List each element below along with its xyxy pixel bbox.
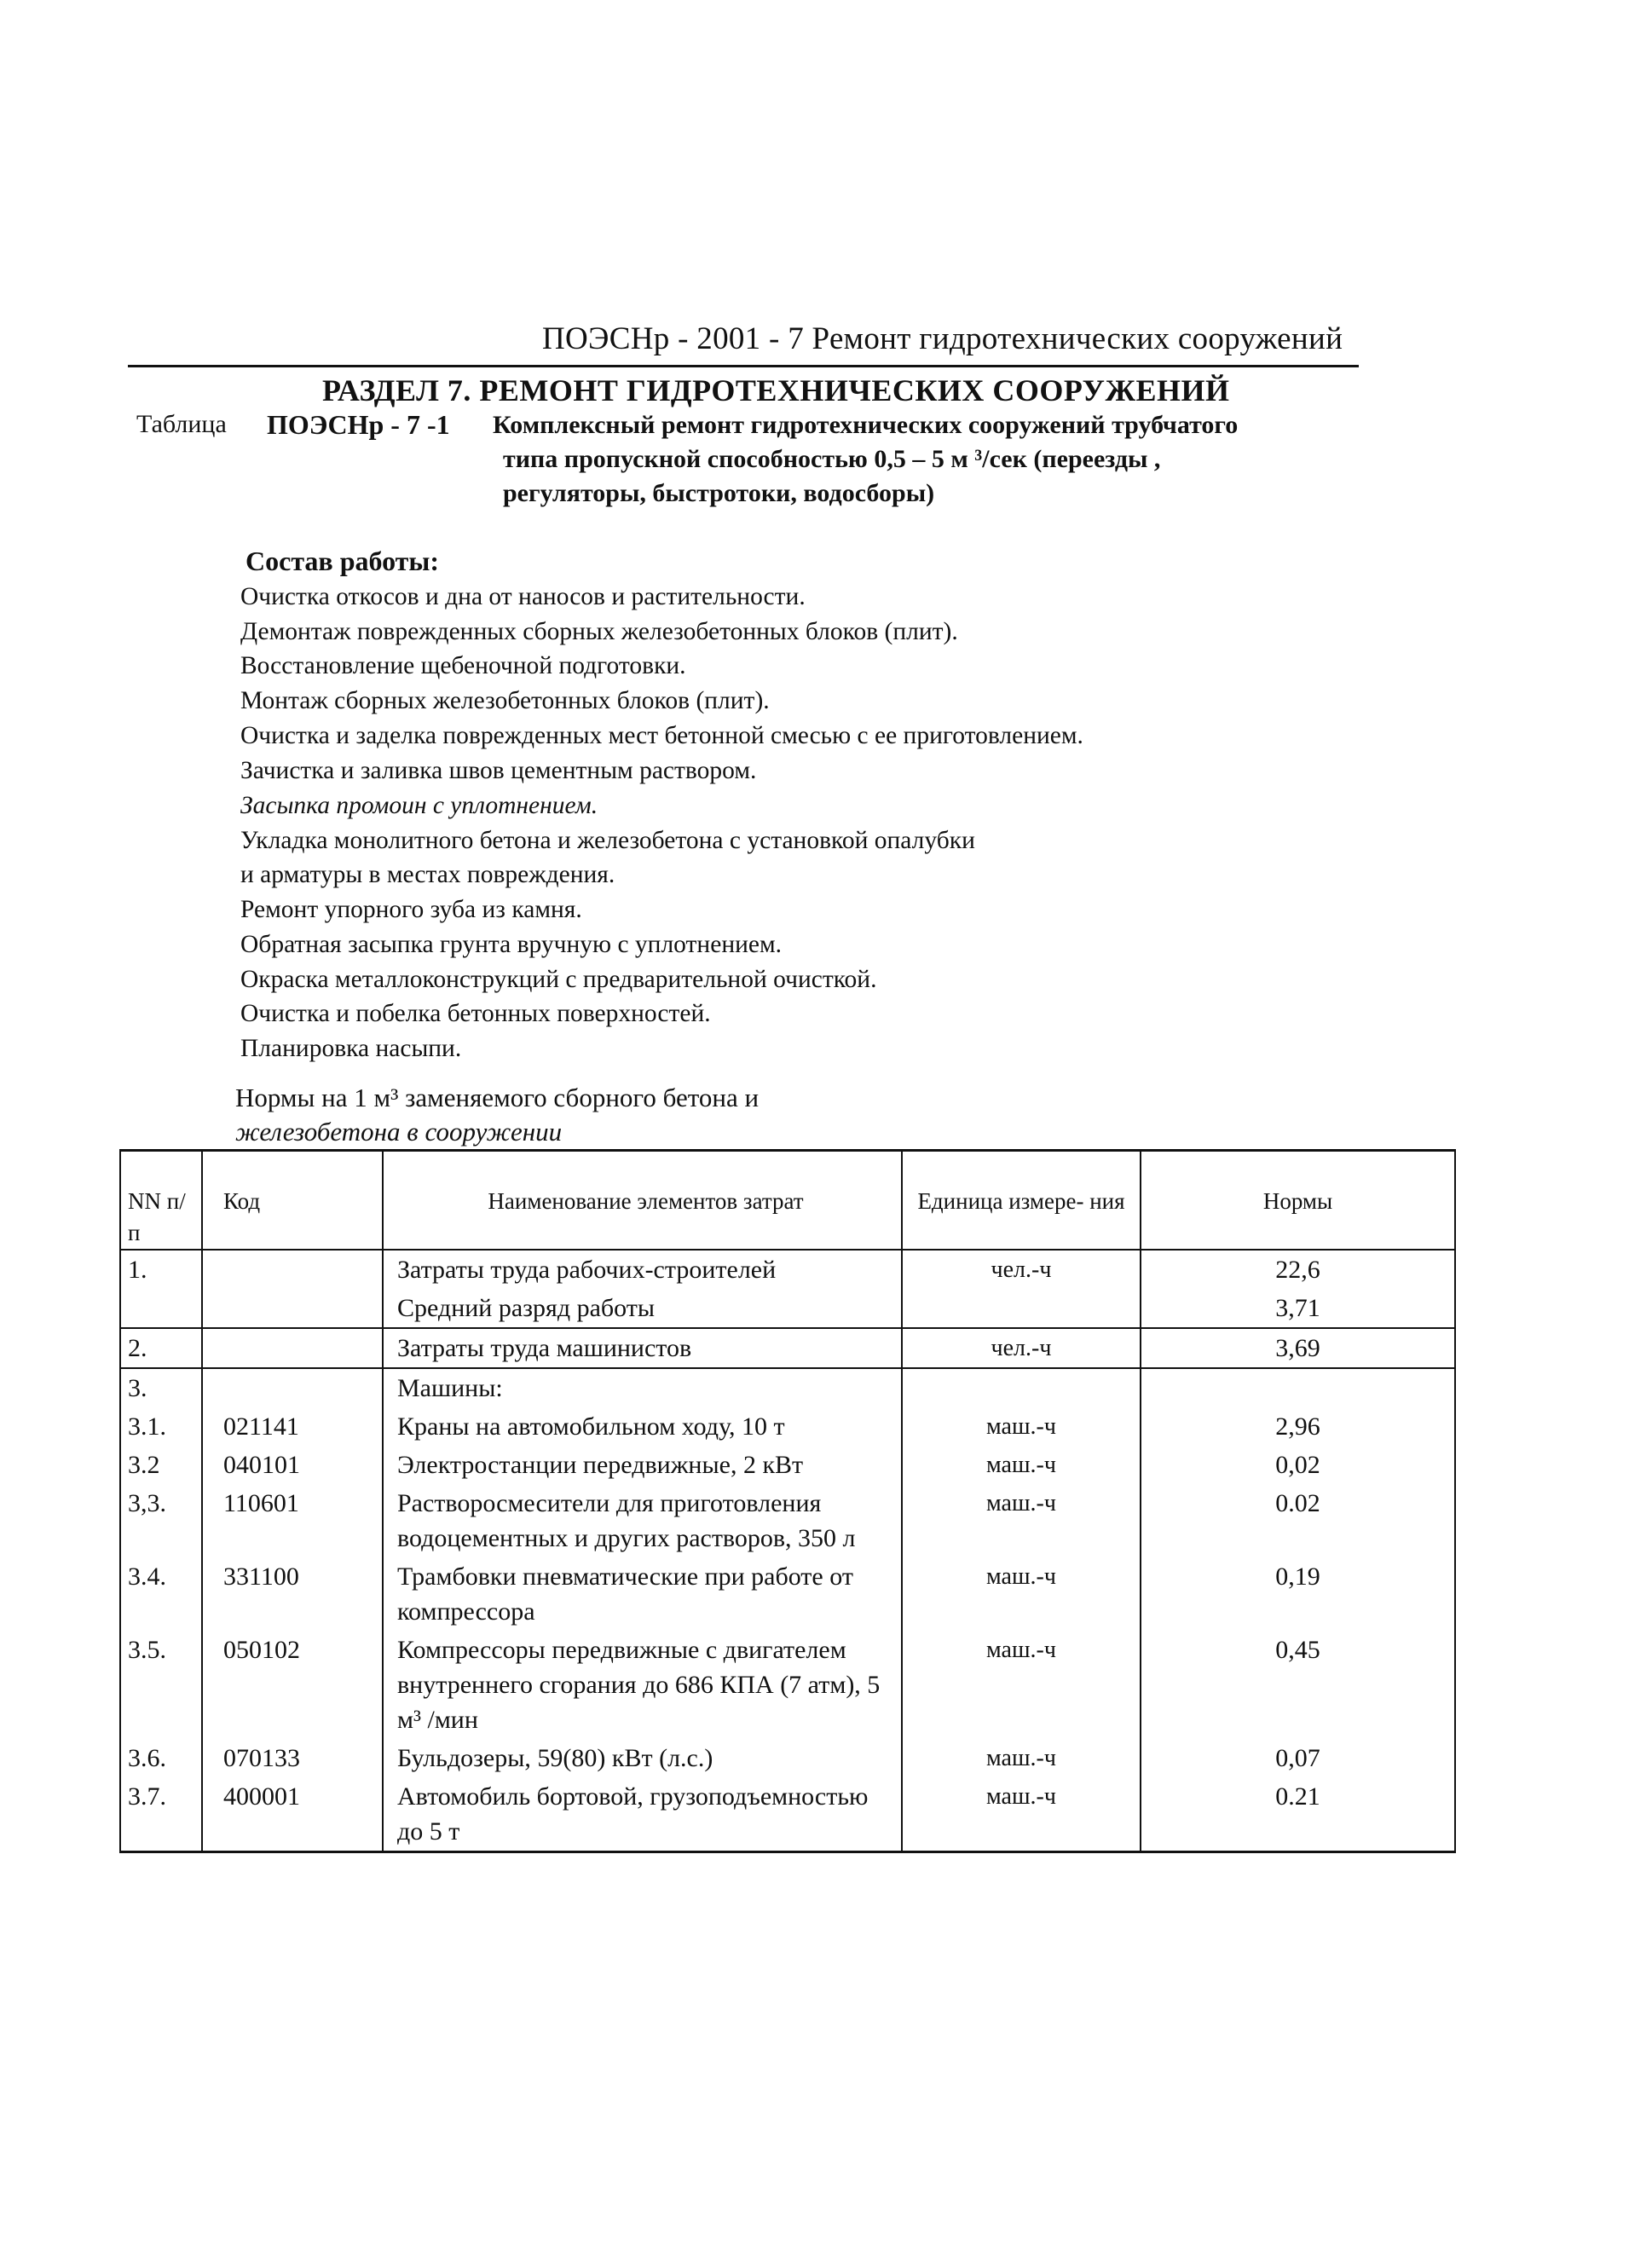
row-code bbox=[202, 1289, 383, 1328]
row-norm: 0.21 bbox=[1141, 1777, 1455, 1852]
table-title-line: Комплексный ремонт гидротехнических сооружений трубчатого bbox=[493, 411, 1239, 439]
row-num bbox=[120, 1289, 202, 1328]
table-row bbox=[120, 1368, 1455, 1407]
work-item: Очистка и побелка бетонных поверхностей. bbox=[240, 1000, 711, 1027]
row-num: 3,3. bbox=[120, 1484, 202, 1557]
work-item: Укладка монолитного бетона и железобетона с установкой опалубки bbox=[240, 827, 975, 854]
row-norm: 2,96 bbox=[1141, 1407, 1455, 1446]
header-name: Наименование элементов затрат bbox=[383, 1151, 902, 1251]
row-num: 3. bbox=[120, 1368, 202, 1407]
composition-heading: Состав работы: bbox=[245, 546, 440, 576]
norms-caption: железобетона в сооружении bbox=[235, 1117, 563, 1147]
row-code: 021141 bbox=[202, 1407, 383, 1446]
table-row bbox=[120, 1484, 1455, 1557]
header-unit: Единица измере- ния bbox=[902, 1151, 1141, 1251]
row-code: 050102 bbox=[202, 1631, 383, 1739]
row-code: 110601 bbox=[202, 1484, 383, 1557]
row-norm bbox=[1141, 1368, 1455, 1407]
row-norm: 0,02 bbox=[1141, 1446, 1455, 1484]
row-norm: 0.02 bbox=[1141, 1484, 1455, 1557]
work-item: Обратная засыпка грунта вручную с уплотнением. bbox=[240, 931, 783, 958]
row-num: 3.7. bbox=[120, 1777, 202, 1852]
table-row bbox=[120, 1250, 1455, 1289]
row-unit bbox=[902, 1289, 1141, 1328]
row-norm: 0,07 bbox=[1141, 1739, 1455, 1777]
row-unit: маш.-ч bbox=[902, 1557, 1141, 1631]
table-title-line: регуляторы, быстротоки, водосборы) bbox=[503, 479, 935, 507]
row-name: Затраты труда рабочих-строителей bbox=[383, 1250, 902, 1289]
table-row bbox=[120, 1446, 1455, 1484]
header-num: NN п/п bbox=[120, 1151, 202, 1251]
row-num: 3.6. bbox=[120, 1739, 202, 1777]
row-unit: маш.-ч bbox=[902, 1484, 1141, 1557]
row-code bbox=[202, 1368, 383, 1407]
work-item: и арматуры в местах повреждения. bbox=[240, 861, 615, 888]
work-item: Демонтаж поврежденных сборных железобетонных блоков (плит). bbox=[240, 618, 958, 645]
table-title-line: типа пропускной способностью 0,5 – 5 м ³/сек (переезды , bbox=[503, 445, 1161, 473]
row-unit: маш.-ч bbox=[902, 1446, 1141, 1484]
work-item: Планировка насыпи. bbox=[240, 1035, 462, 1062]
row-unit bbox=[902, 1368, 1141, 1407]
row-norm: 22,6 bbox=[1141, 1250, 1455, 1289]
table-row bbox=[120, 1289, 1455, 1328]
row-unit: чел.-ч bbox=[902, 1250, 1141, 1289]
norms-caption: Нормы на 1 м³ заменяемого сборного бетона и bbox=[235, 1083, 760, 1112]
row-num: 2. bbox=[120, 1328, 202, 1368]
row-num: 3.1. bbox=[120, 1407, 202, 1446]
table-row bbox=[120, 1739, 1455, 1777]
running-header: ПОЭСНр - 2001 - 7 Ремонт гидротехнических сооружений bbox=[542, 321, 1343, 356]
work-item: Ремонт упорного зуба из камня. bbox=[240, 896, 582, 923]
table-row bbox=[120, 1557, 1455, 1631]
row-unit: маш.-ч bbox=[902, 1739, 1141, 1777]
table-label: Таблица bbox=[136, 410, 227, 438]
table-code: ПОЭСНр - 7 -1 bbox=[267, 409, 450, 440]
row-num: 3.4. bbox=[120, 1557, 202, 1631]
work-item: Монтаж сборных железобетонных блоков (плит). bbox=[240, 687, 770, 714]
row-unit: маш.-ч bbox=[902, 1407, 1141, 1446]
row-num: 3.2 bbox=[120, 1446, 202, 1484]
header-rule bbox=[128, 365, 1359, 367]
header-norm: Нормы bbox=[1141, 1151, 1455, 1251]
table-row bbox=[120, 1407, 1455, 1446]
row-code: 400001 bbox=[202, 1777, 383, 1852]
work-item: Окраска металлоконструкций с предварительной очисткой. bbox=[240, 966, 877, 993]
work-item: Восстановление щебеночной подготовки. bbox=[240, 652, 686, 679]
row-num: 1. bbox=[120, 1250, 202, 1289]
table-header-row bbox=[120, 1151, 1455, 1251]
row-name: Компрессоры передвижные с двигателем внутреннего сгорания до 686 КПА (7 атм), 5 м³ /мин bbox=[383, 1631, 902, 1739]
row-name: Средний разряд работы bbox=[383, 1289, 902, 1328]
row-norm: 3,71 bbox=[1141, 1289, 1455, 1328]
row-code: 070133 bbox=[202, 1739, 383, 1777]
row-num: 3.5. bbox=[120, 1631, 202, 1739]
row-name: Машины: bbox=[383, 1368, 902, 1407]
norms-table bbox=[119, 1149, 1456, 1853]
row-name: Автомобиль бортовой, грузоподъемностью до 5 т bbox=[383, 1777, 902, 1852]
row-name: Краны на автомобильном ходу, 10 т bbox=[383, 1407, 902, 1446]
table-row bbox=[120, 1328, 1455, 1368]
row-name: Электростанции передвижные, 2 кВт bbox=[383, 1446, 902, 1484]
row-norm: 0,45 bbox=[1141, 1631, 1455, 1739]
row-unit: маш.-ч bbox=[902, 1777, 1141, 1852]
work-item: Очистка и заделка поврежденных мест бетонной смесью с ее приготовлением. bbox=[240, 722, 1083, 749]
row-code bbox=[202, 1250, 383, 1289]
row-name: Затраты труда машинистов bbox=[383, 1328, 902, 1368]
work-item: Засыпка промоин с уплотнением. bbox=[240, 792, 598, 819]
row-norm: 0,19 bbox=[1141, 1557, 1455, 1631]
row-code bbox=[202, 1328, 383, 1368]
work-item: Зачистка и заливка швов цементным раствором. bbox=[240, 757, 757, 784]
row-name: Бульдозеры, 59(80) кВт (л.с.) bbox=[383, 1739, 902, 1777]
row-unit: чел.-ч bbox=[902, 1328, 1141, 1368]
header-code: Код bbox=[202, 1151, 383, 1251]
section-title: РАЗДЕЛ 7. РЕМОНТ ГИДРОТЕХНИЧЕСКИХ СООРУЖЕНИЙ bbox=[322, 373, 1230, 407]
row-name: Трамбовки пневматические при работе от компрессора bbox=[383, 1557, 902, 1631]
row-code: 040101 bbox=[202, 1446, 383, 1484]
row-unit: маш.-ч bbox=[902, 1631, 1141, 1739]
row-code: 331100 bbox=[202, 1557, 383, 1631]
row-norm: 3,69 bbox=[1141, 1328, 1455, 1368]
table-row bbox=[120, 1631, 1455, 1739]
work-item: Очистка откосов и дна от наносов и растительности. bbox=[240, 583, 806, 610]
table-row bbox=[120, 1777, 1455, 1852]
row-name: Растворосмесители для приготовления водоцементных и других растворов, 350 л bbox=[383, 1484, 902, 1557]
